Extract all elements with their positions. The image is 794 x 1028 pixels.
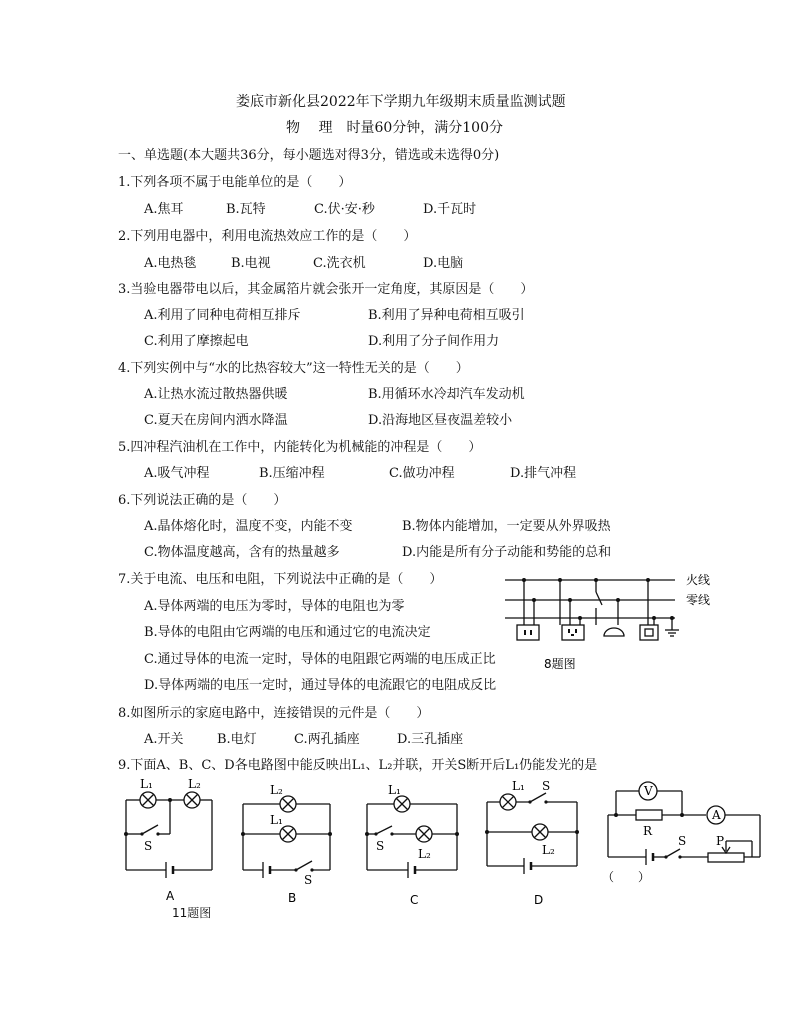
circuit-caption: D (534, 893, 544, 907)
option-c: C.利用了摩擦起电 (144, 334, 249, 349)
option-a: A.电热毯 (144, 256, 197, 271)
neutral-wire-label: 零线 (686, 593, 711, 607)
lamp-l2-label: L₂ (542, 843, 555, 857)
lamp-l2-label: L₂ (270, 783, 283, 797)
switch-label: S (376, 839, 385, 853)
option-a: A.焦耳 (144, 202, 184, 217)
option-d: D.三孔插座 (397, 732, 464, 747)
question-stem: 5.四冲程汽油机在工作中，内能转化为机械能的冲程是（ ） (118, 440, 482, 455)
option-b: B.利用了异种电荷相互吸引 (368, 308, 525, 323)
option-b: B.瓦特 (226, 202, 266, 217)
lamp-l2-label: L₂ (188, 777, 201, 791)
question-stem: 9.下面A、B、C、D各电路图中能反映出L₁、L₂并联，开关S断开后L₁仍能发光的是 (118, 758, 598, 773)
option-b: B.物体内能增加，一定要从外界吸热 (402, 519, 611, 534)
voltmeter-label: V (644, 784, 653, 798)
option-d: D.排气冲程 (510, 466, 577, 481)
option-c: C.通过导体的电流一定时，导体的电阻跟它两端的电压成正比 (144, 652, 496, 667)
question-stem: 6.下列说法正确的是（ ） (118, 493, 287, 508)
household-circuit-diagram (500, 570, 730, 680)
option-a: A.晶体熔化时，温度不变，内能不变 (144, 519, 353, 534)
circuit-c-diagram (362, 784, 472, 908)
question-stem: 7.关于电流、电压和电阻，下列说法中正确的是（ ） (118, 572, 443, 587)
option-b: B.电视 (231, 256, 271, 271)
option-c: C.物体温度越高，含有的热量越多 (144, 545, 340, 560)
circuit-a-diagram (118, 778, 228, 908)
question-stem: 2.下列用电器中，利用电流热效应工作的是（ ） (118, 229, 417, 244)
option-d: D.电脑 (423, 256, 464, 271)
lamp-l2-label: L₂ (418, 847, 431, 861)
option-c: C.伏·安·秒 (314, 202, 375, 217)
option-a: A.开关 (144, 732, 184, 747)
question-stem: 3.当验电器带电以后，其金属箔片就会张开一定角度，其原因是（ ） (118, 282, 534, 297)
circuit-caption: C (410, 893, 419, 907)
option-d: D.千瓦时 (423, 202, 477, 217)
circuit-caption: A (166, 889, 175, 903)
resistor-label: R (643, 824, 653, 838)
switch-label: S (678, 834, 687, 848)
circuit-caption: B (288, 891, 297, 905)
figure-caption: 11题图 (172, 906, 212, 920)
question-stem: 8.如图所示的家庭电路中，连接错误的元件是（ ） (118, 706, 430, 721)
circuit-d-diagram (482, 780, 592, 908)
figure-caption: 8题图 (544, 657, 576, 671)
lamp-l1-label: L₁ (270, 813, 283, 827)
option-b: B.压缩冲程 (259, 466, 325, 481)
switch-label: S (542, 779, 551, 793)
option-a: A.让热水流过散热器供暖 (144, 387, 288, 402)
option-c: C.洗衣机 (313, 256, 366, 271)
option-b: B.用循环水冷却汽车发动机 (368, 387, 525, 402)
option-c: C.夏天在房间内洒水降温 (144, 413, 288, 428)
question-stem: 4.下列实例中与“水的比热容较大”这一特性无关的是（ ） (118, 361, 469, 376)
option-b: B.电灯 (217, 732, 257, 747)
option-a: A.吸气冲程 (144, 466, 210, 481)
figure-11-circuit-diagram (602, 775, 782, 887)
ammeter-label: A (712, 808, 721, 822)
option-a: A.导体两端的电压为零时，导体的电阻也为零 (144, 599, 405, 614)
paper-subtitle: 物 理 时量60分钟，满分100分 (286, 120, 503, 136)
option-d: D.利用了分子间作用力 (368, 334, 500, 349)
option-d: D.导体两端的电压一定时，通过导体的电流跟它的电阻成反比 (144, 678, 497, 693)
lamp-l1-label: L₁ (388, 783, 401, 797)
rheostat-label: P (716, 834, 725, 848)
paper-title: 娄底市新化县2022年下学期九年级期末质量监测试题 (236, 94, 566, 110)
option-c: C.做功冲程 (389, 466, 455, 481)
option-d: D.内能是所有分子动能和势能的总和 (402, 545, 612, 560)
answer-blank: （ ） (602, 870, 651, 884)
live-wire-label: 火线 (686, 573, 711, 587)
question-stem: 1.下列各项不属于电能单位的是（ ） (118, 175, 352, 190)
circuit-b-diagram (238, 784, 348, 904)
section-heading: 一、单选题(本大题共36分，每小题选对得3分，错选或未选得0分) (118, 148, 500, 163)
option-a: A.利用了同种电荷相互排斥 (144, 308, 301, 323)
lamp-l1-label: L₁ (512, 779, 525, 793)
switch-label: S (304, 873, 313, 887)
lamp-l1-label: L₁ (140, 777, 153, 791)
option-c: C.两孔插座 (294, 732, 360, 747)
option-d: D.沿海地区昼夜温差较小 (368, 413, 513, 428)
switch-label: S (144, 839, 153, 853)
option-b: B.导体的电阻由它两端的电压和通过它的电流决定 (144, 625, 431, 640)
